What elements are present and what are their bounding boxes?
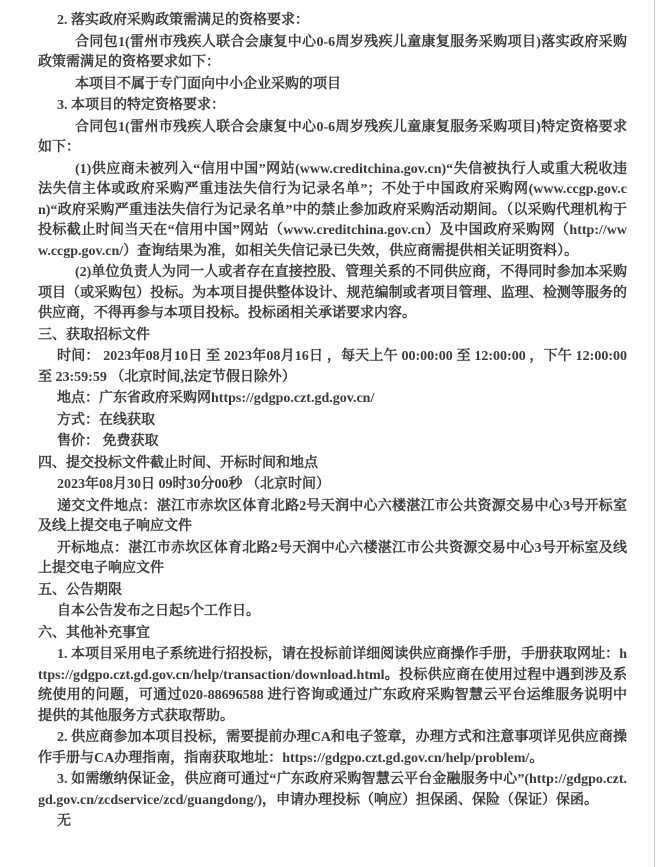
section-heading-obtain-documents: 三、获取招标文件 bbox=[38, 327, 150, 343]
policy-qualification-note: 本项目不属于专门面向中小企业采购的项目 bbox=[75, 76, 341, 92]
notice-period-line: 自本公告发布之日起5个工作日。 bbox=[57, 604, 260, 619]
specific-qualification-clause-2: (2)单位负责人为同一人或者存在直接控股、管理关系的不同供应商，不得同时参加本采购项目（或采购包）投标。为本项目提供整体设计、规范编制或者项目管理、监理、检测等服务的供应商，不得再参与本项目投标。投标函相关承诺要求内容。 bbox=[38, 265, 627, 321]
other-matters-note-1: 1. 本项目采用电子系统进行招投标，请在投标前详细阅读供应商操作手册，手册获取网址：https://gdgpo.czt.gd.gov.cn/help/transaction/download.html。投标供应商在使用过程中遇到涉及系统使用的问题，可通过020-88696588 进行咨询或通过广东政府采购智慧云平台运维服务说明中提供的其他服务方式获取帮助。 bbox=[38, 647, 627, 724]
section-heading-notice-period: 五、公告期限 bbox=[38, 582, 122, 598]
obtain-method-line: 方式：在线获取 bbox=[57, 412, 155, 428]
other-matters-note-2: 2. 供应商参加本项目投标，需要提前办理CA和电子签章，办理方式和注意事项详见供应商操作手册与CA办理指南，指南获取地址：https://gdgpo.czt.gd.gov.cn/help/problem/。 bbox=[38, 730, 627, 766]
submission-place-line: 递交文件地点：湛江市赤坎区体育北路2号天润中心六楼湛江市公共资源交易中心3号开标室及线上提交电子响应文件 bbox=[38, 498, 627, 534]
section-heading-other-matters: 六、其他补充事宜 bbox=[38, 625, 150, 641]
other-matters-note-4: 无 bbox=[57, 814, 71, 829]
page-right-border bbox=[654, 0, 655, 867]
obtain-price-line: 售价： 免费获取 bbox=[57, 434, 159, 449]
specific-qualification-clause-1: (1)供应商未被列入“信用中国”网站(www.creditchina.gov.cn)“失信被执行人或重大税收违法失信主体或政府采购严重违法失信行为记录名单”；不处于中国政府采购网(www.ccgp.gov.cn)“政府采购严重违法失信行为记录名单”中的禁止参加政府采购活动期间。（以采购代理机构于投标截止时间当天在“信用中国”网站（www.creditchina.gov.cn）及中国政府采购网（http://www.ccgp.gov.cn/）查询结果为准，如相关失信记录已失效，供应商需提供相关证明资料）。 bbox=[38, 161, 627, 259]
policy-qualification-package-line: 合同包1(雷州市残疾人联合会康复中心0-6周岁残疾儿童康复服务采购项目)落实政府采购政策需满足的资格要求如下： bbox=[38, 34, 627, 70]
section-heading-submission-deadline: 四、提交投标文件截止时间、开标时间和地点 bbox=[38, 455, 318, 471]
opening-place-line: 开标地点：湛江市赤坎区体育北路2号天润中心六楼湛江市公共资源交易中心3号开标室及线上提交电子响应文件 bbox=[38, 540, 627, 576]
other-matters-note-3: 3. 如需缴纳保证金，供应商可通过“广东政府采购智慧云平台金融服务中心”(http://gdgpo.czt.gd.gov.cn/zcdservice/zcd/guangdong/)，申请办理投标（响应）担保函、保险（保证）保函。 bbox=[38, 772, 627, 808]
specific-qualification-heading: 3. 本项目的特定资格要求： bbox=[57, 98, 225, 113]
obtain-time-line: 时间： 2023年08月10日 至 2023年08月16日 ，每天上午 00:00:00 至 12:00:00 ，下午 12:00:00 至 23:59:59 （北京时间,法定节假日除外） bbox=[38, 349, 627, 385]
deadline-time-line: 2023年08月30日 09时30分00秒 （北京时间） bbox=[57, 477, 330, 492]
obtain-location-line: 地点：广东省政府采购网https://gdgpo.czt.gd.gov.cn/ bbox=[57, 391, 375, 406]
specific-qualification-package-line: 合同包1(雷州市残疾人联合会康复中心0-6周岁残疾儿童康复服务采购项目)特定资格要求如下： bbox=[38, 119, 627, 155]
policy-qualification-heading: 2. 落实政府采购政策需满足的资格要求： bbox=[57, 13, 309, 28]
